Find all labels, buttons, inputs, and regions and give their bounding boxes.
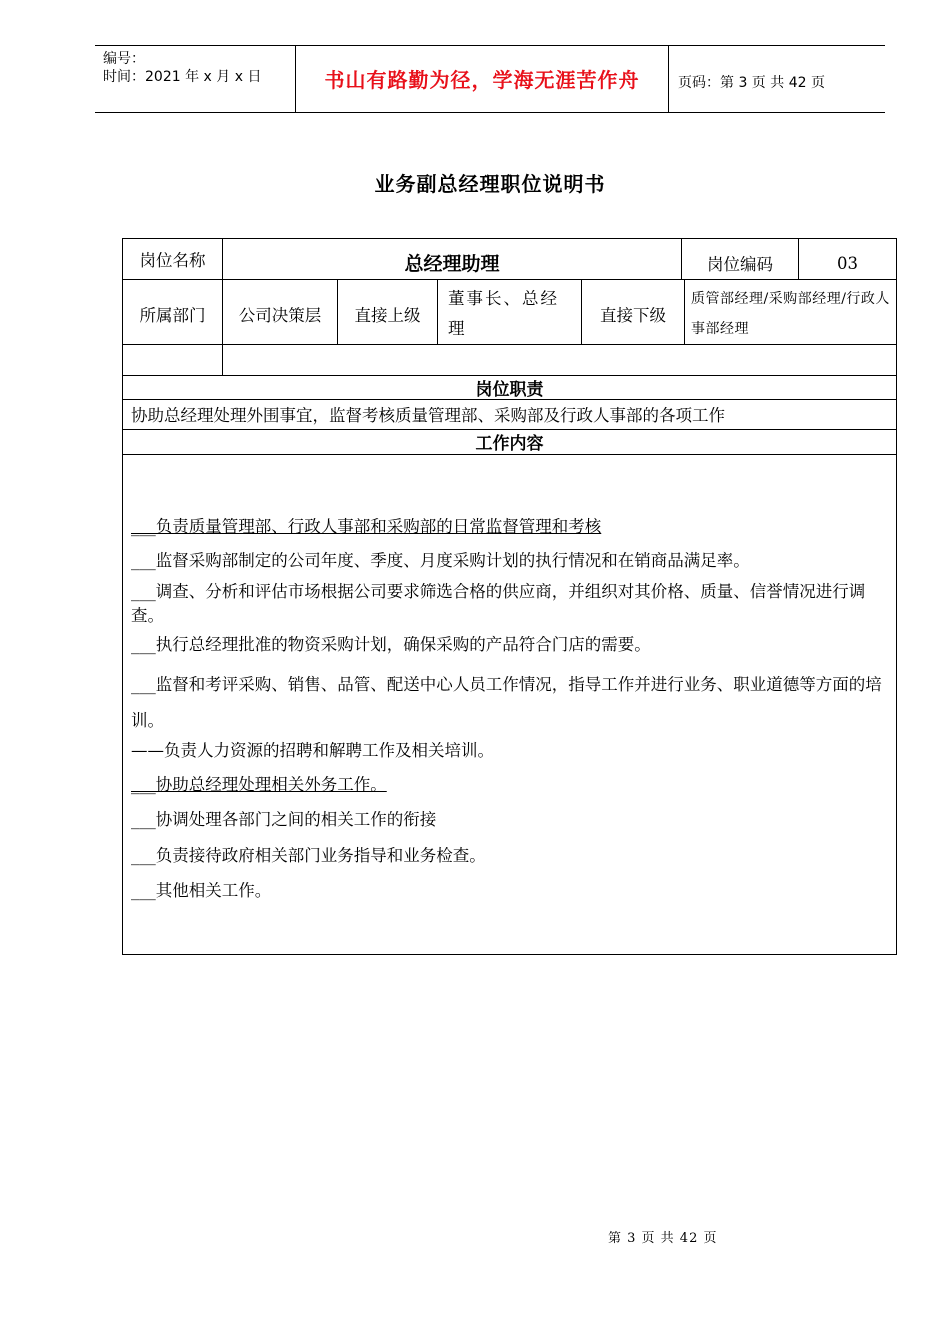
work-item: ___执行总经理批准的物资采购计划，确保采购的产品符合门店的需要。 bbox=[131, 635, 651, 654]
header-top-rule bbox=[95, 45, 885, 46]
work-item: ——负责人力资源的招聘和解聘工作及相关培训。 bbox=[131, 741, 494, 760]
work-item: ___负责质量管理部、行政人事部和采购部的日常监督管理和考核 bbox=[131, 517, 602, 536]
document-title: 业务副总经理职位说明书 bbox=[374, 172, 606, 196]
work-item: ___负责接待政府相关部门业务指导和业务检查。 bbox=[131, 846, 486, 865]
work-heading: 工作内容 bbox=[475, 434, 544, 454]
post-name-label: 岗位名称 bbox=[139, 251, 206, 270]
superior-value: 董事长、总经理 bbox=[448, 289, 559, 338]
dept-value: 公司决策层 bbox=[238, 306, 322, 325]
post-code-value: 03 bbox=[837, 253, 858, 273]
post-code-label: 岗位编码 bbox=[707, 255, 773, 274]
work-item: ___协调处理各部门之间的相关工作的衔接 bbox=[131, 810, 437, 829]
work-item: ___调查、分析和评估市场根据公司要求筛选合格的供应商，并组织对其价格、质量、信誉情况进行调查。 bbox=[131, 582, 866, 625]
header-motto: 书山有路勤为径，学海无涯苦作舟 bbox=[324, 68, 640, 92]
header-bottom-rule bbox=[95, 112, 885, 113]
subordinate-label: 直接下级 bbox=[600, 306, 666, 325]
duty-heading: 岗位职责 bbox=[475, 379, 544, 400]
time-label: 时间：2021 年 x 月 x 日 bbox=[103, 69, 262, 85]
duty-text: 协助总经理处理外围事宜，监督考核质量管理部、采购部及行政人事部的各项工作 bbox=[131, 406, 725, 425]
header-meta bbox=[103, 50, 261, 86]
work-item: ___监督采购部制定的公司年度、季度、月度采购计划的执行情况和在销商品满足率。 bbox=[131, 551, 750, 570]
number-label: 编号： bbox=[103, 51, 145, 67]
job-description-table bbox=[122, 238, 897, 955]
work-item: ___其他相关工作。 bbox=[131, 881, 272, 900]
dept-label: 所属部门 bbox=[139, 306, 206, 325]
subordinate-value: 质管部经理/采购部经理/行政人事部经理 bbox=[691, 291, 890, 337]
col-divider bbox=[684, 279, 685, 344]
header-divider bbox=[668, 45, 669, 112]
superior-label: 直接上级 bbox=[354, 306, 421, 325]
work-item: ___监督和考评采购、销售、品管、配送中心人员工作情况，指导工作并进行业务、职业道德等方面的培训。 bbox=[131, 675, 882, 730]
col-divider bbox=[437, 279, 438, 344]
row-divider bbox=[123, 454, 896, 455]
work-item: ___协助总经理处理相关外务工作。 bbox=[131, 775, 387, 794]
header-page-label: 页码：第 3 页 共 42 页 bbox=[678, 75, 825, 91]
page-footer: 第 3 页 共 42 页 bbox=[608, 1231, 718, 1246]
post-name-value: 总经理助理 bbox=[404, 252, 500, 275]
